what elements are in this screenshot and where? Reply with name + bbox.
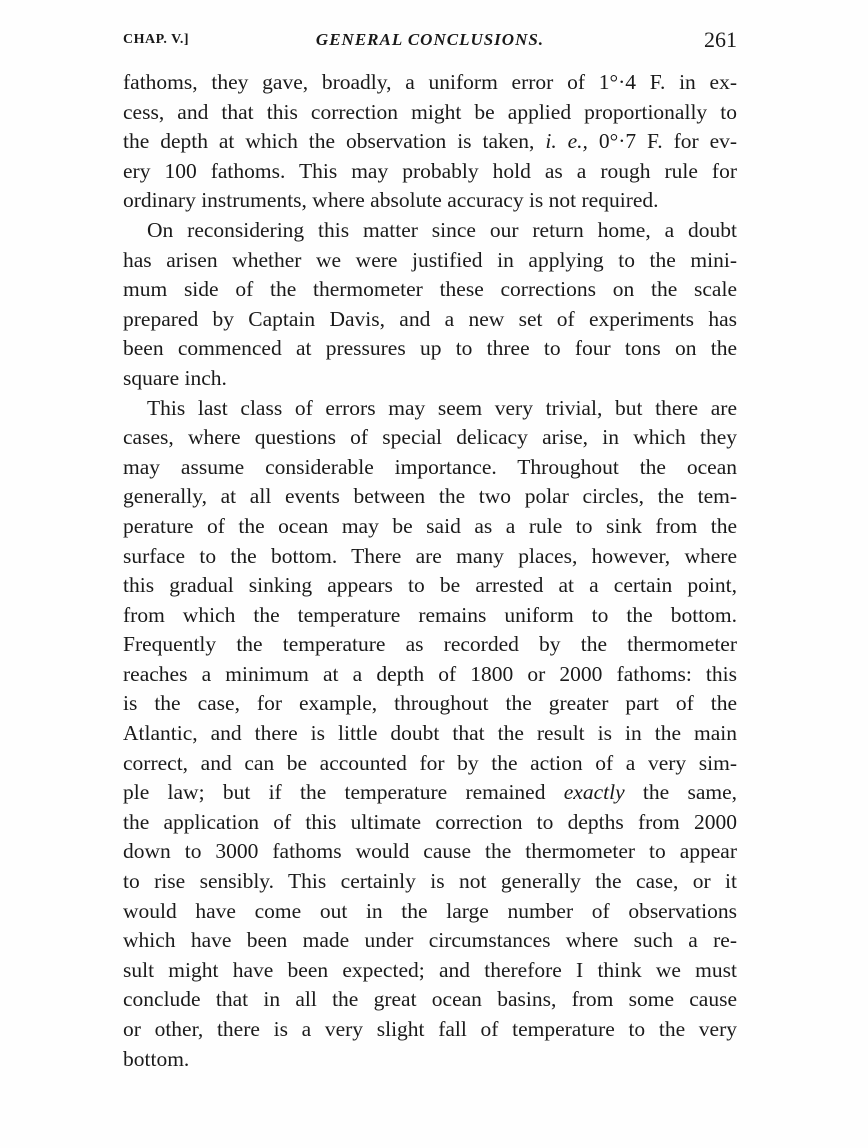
text-line: This last class of errors may seem very trivial, but there are <box>147 395 737 420</box>
text-line: reaches a minimum at a depth of 1800 or 2000 fathoms: this <box>123 661 737 686</box>
text-line <box>123 778 737 808</box>
text-line: the application of this ultimate correction to depths from 2000 <box>123 809 737 834</box>
text-line: been commenced at pressures up to three to four tons on the <box>123 336 737 361</box>
text-line: fathoms, they gave, broadly, a uniform error of 1°·4 F. in ex- <box>123 70 737 94</box>
chapter-label: CHAP. V.] <box>123 32 190 47</box>
text-fragment: the depth at which the observation is taken, <box>123 129 535 154</box>
text-line: is the case, for example, throughout the greater part of the <box>123 691 737 716</box>
text-line: to rise sensibly. This certainly is not generally the case, or it <box>123 869 737 894</box>
text-line: surface to the bottom. There are many places, however, where <box>123 543 737 568</box>
text-line: may assume considerable importance. Throughout the ocean <box>123 454 737 479</box>
text-line: down to 3000 fathoms would cause the thermometer to appear <box>123 839 737 864</box>
text-line: this gradual sinking appears to be arrested at a certain point, <box>123 573 737 598</box>
text-line: square inch. <box>123 365 227 390</box>
text-line <box>123 127 737 157</box>
text-line: would have come out in the large number of observations <box>123 898 737 923</box>
text-line: correct, and can be accounted for by the action of a very sim- <box>123 750 737 775</box>
text-line: which have been made under circumstances where such a re- <box>123 928 737 953</box>
text-line: has arisen whether we were justified in applying to the mini- <box>123 247 737 272</box>
paragraph-2 <box>123 216 737 394</box>
text-line: Atlantic, and there is little doubt that the result is in the main <box>123 721 737 746</box>
text-line: perature of the ocean may be said as a rule to sink from the <box>123 513 737 538</box>
text-line: sult might have been expected; and therefore I think we must <box>123 957 737 982</box>
text-line: ery 100 fathoms. This may probably hold as a rough rule for <box>123 158 737 183</box>
page-body <box>123 68 737 1074</box>
text-line: from which the temperature remains uniform to the bottom. <box>123 602 737 627</box>
running-head <box>123 28 737 58</box>
text-fragment: the same, <box>642 780 737 805</box>
paragraph-1 <box>123 68 737 216</box>
text-line: prepared by Captain Davis, and a new set of experiments has <box>123 306 737 331</box>
text-line: generally, at all events between the two polar circles, the tem- <box>123 484 737 509</box>
chapter-title: GENERAL CONCLUSIONS. <box>315 30 545 49</box>
italic-ie: i. e., <box>545 129 588 154</box>
page-number: 261 <box>704 27 737 52</box>
text-line: mum side of the thermometer these corrections on the scale <box>123 277 737 302</box>
paragraph-3 <box>123 394 737 1075</box>
italic-exactly: exactly <box>563 780 625 805</box>
text-line: cess, and that this correction might be applied proportionally to <box>123 99 737 124</box>
text-line: ordinary instruments, where absolute accuracy is not required. <box>123 188 659 213</box>
text-line: bottom. <box>123 1046 190 1071</box>
text-line: On reconsidering this matter since our return home, a doubt <box>147 217 737 242</box>
text-fragment: ple law; but if the temperature remained <box>123 780 546 805</box>
text-line: conclude that in all the great ocean basins, from some cause <box>123 987 737 1012</box>
text-line: cases, where questions of special delicacy arise, in which they <box>123 425 737 450</box>
text-fragment: 0°·7 F. for ev- <box>598 129 738 154</box>
text-line: Frequently the temperature as recorded by the thermometer <box>123 632 737 657</box>
text-line: or other, there is a very slight fall of temperature to the very <box>123 1017 737 1041</box>
